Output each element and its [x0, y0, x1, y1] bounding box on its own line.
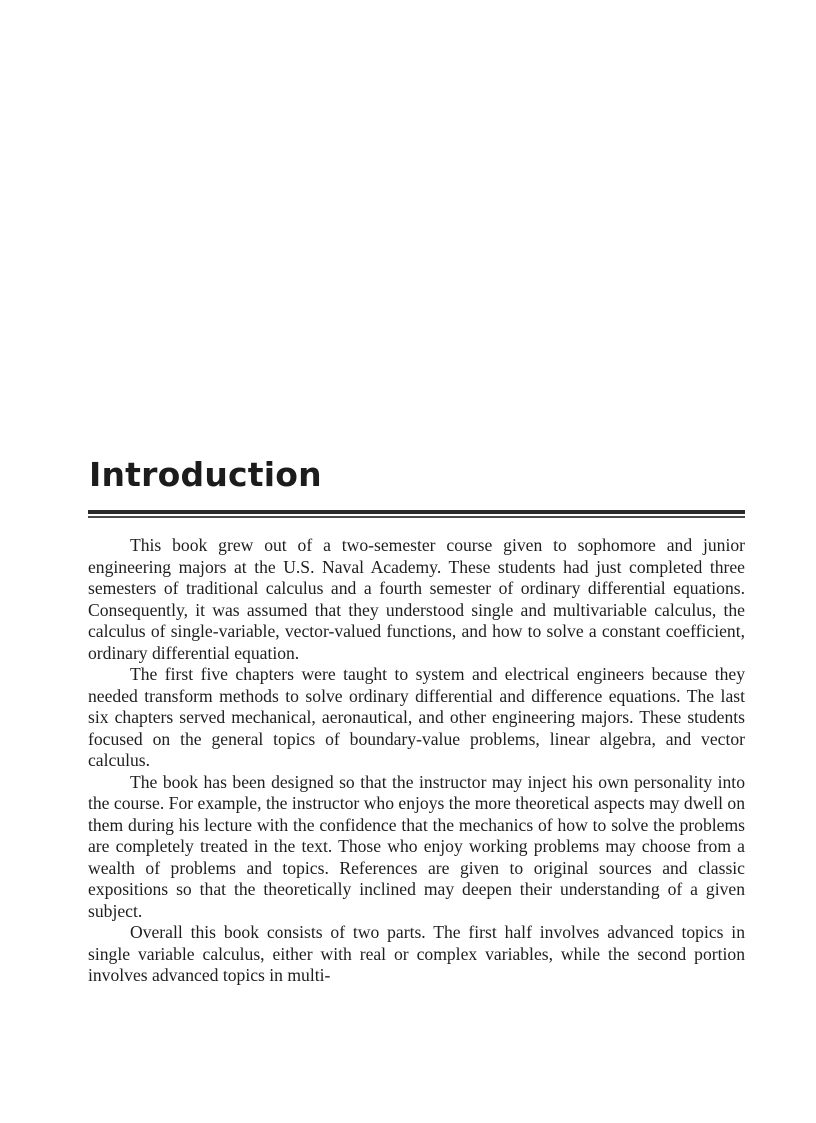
title-rule-thick [88, 510, 745, 514]
title-rule-thin [88, 516, 745, 518]
paragraph-1: This book grew out of a two-semester course given to sophomore and junior engineering majors at the U.S. Naval Academy. These students had just completed three semesters of traditional calculus and a fourth semester of ordinary differential equations. Consequently, it was assumed that they understood single and multivariable calculus, the calculus of single-variable, vector-valued functions, and how to solve a constant coefficient, ordinary differential equation. [88, 535, 745, 663]
paragraph-3: The book has been designed so that the instructor may inject his own personality into the course. For example, the instructor who enjoys the more theoretical aspects may dwell on them during his lecture with the confidence that the mechanics of how to solve the problems are completely treated in the text. Those who enjoy working problems may choose from a wealth of problems and topics. References are given to original sources and classic expositions so that the theoretically inclined may deepen their understanding of a given subject. [88, 771, 745, 921]
paragraph-2: The first five chapters were taught to system and electrical engineers because they needed transform methods to solve ordinary differential and difference equations. The last six chapters served mechanical, aeronautical, and other engineering majors. These students focused on the general topics of boundary-value problems, linear algebra, and vector calculus. [88, 664, 745, 770]
chapter-title: Introduction [89, 455, 322, 494]
paragraph-4: Overall this book consists of two parts. The first half involves advanced topics in single variable calculus, either with real or complex variables, while the second portion involves advanced topics in multi- [88, 922, 745, 985]
body-text [88, 535, 745, 987]
